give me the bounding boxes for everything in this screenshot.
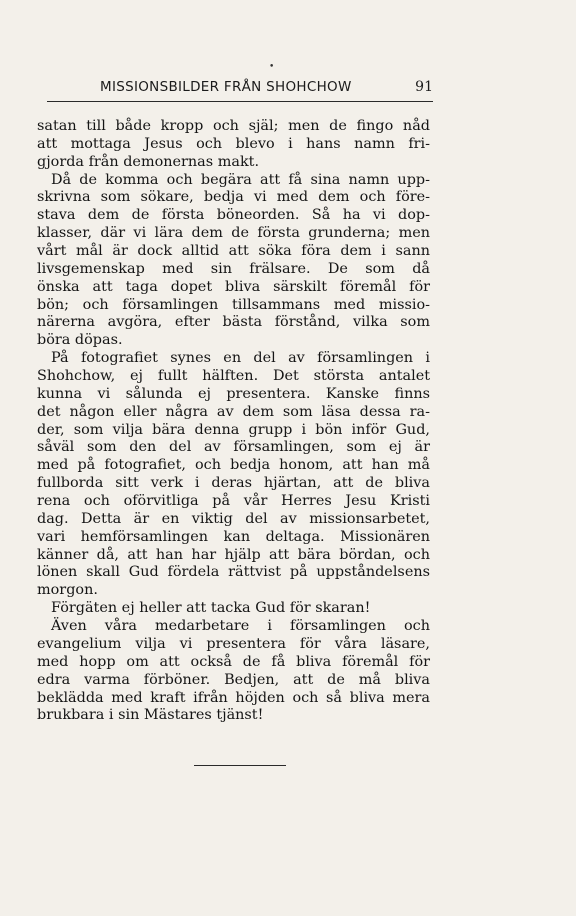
text-line: vårt mål är dock alltid att söka föra dem i sann (37, 243, 430, 260)
text-line: morgon. (37, 582, 98, 599)
text-line: kunna vi sålunda ej presentera. Kanske finns (37, 385, 430, 402)
text-line: Shohchow, ej fullt hälften. Det största antalet (37, 368, 430, 385)
text-line: dag. Detta är en viktig del av missionsarbetet, (37, 510, 430, 527)
text-line: vari hemförsamlingen kan deltaga. Missionären (37, 528, 430, 545)
text-line: bön; och församlingen tillsammans med missio- (37, 296, 430, 313)
text-line: evangelium vilja vi presentera för våra läsare, (37, 635, 430, 652)
end-rule (194, 765, 286, 766)
text-line: med på fotografiet, och bedja honom, att han må (37, 457, 430, 474)
running-title: MISSIONSBILDER FRÅN SHOHCHOW (100, 79, 352, 95)
text-line: brukbara i sin Mästares tjänst! (37, 707, 264, 724)
text-line: der, som vilja bära denna grupp i bön inför Gud, (37, 421, 430, 438)
text-line: såväl som den del av församlingen, som ej är (37, 439, 430, 456)
text-line: klasser, där vi lära dem de första grunderna; men (37, 225, 430, 242)
text-line: lönen skall Gud fördela rättvist på uppståndelsens (37, 564, 430, 581)
text-line: rena och oförvitliga på vår Herres Jesu Kristi (37, 493, 430, 510)
text-line: det någon eller några av dem som läsa dessa ra- (37, 403, 430, 420)
text-line: Förgäten ej heller att tacka Gud för skaran! (51, 600, 371, 617)
text-line: känner då, att han har hjälp att bära bördan, och (37, 546, 430, 563)
text-line: edra varma förböner. Bedjen, att de må bliva (37, 671, 430, 688)
text-line: Då de komma och begära att få sina namn upp- (51, 171, 430, 188)
text-line: att mottaga Jesus och blevo i hans namn fri- (37, 135, 430, 152)
text-line: närerna avgöra, efter bästa förstånd, vilka som (37, 314, 430, 331)
running-header (100, 79, 433, 101)
text-line: böra döpas. (37, 332, 123, 349)
text-line: Även våra medarbetare i församlingen och (51, 618, 430, 635)
text-line: fullborda sitt verk i deras hjärtan, att de bliva (37, 475, 430, 492)
text-line: med hopp om att också de få bliva föremål för (37, 653, 430, 670)
text-line: gjorda från demonernas makt. (37, 153, 260, 170)
text-line: beklädda med kraft ifrån höjden och så bliva mera (37, 689, 430, 706)
text-line: satan till både kropp och själ; men de fingo nåd (37, 118, 430, 134)
text-line: skrivna som sökare, bedja vi med dem och före- (37, 189, 430, 206)
header-rule (47, 101, 433, 102)
page-number: 91 (415, 79, 433, 95)
text-line: På fotografiet synes en del av församlingen i (51, 350, 430, 367)
text-line: önska att taga dopet bliva särskilt föremål för (37, 278, 430, 295)
body-text (37, 118, 430, 725)
header-ornament: • (269, 62, 275, 72)
text-line: stava dem de första böneorden. Så ha vi dop- (37, 207, 430, 224)
text-line: livsgemenskap med sin frälsare. De som då (37, 260, 430, 277)
